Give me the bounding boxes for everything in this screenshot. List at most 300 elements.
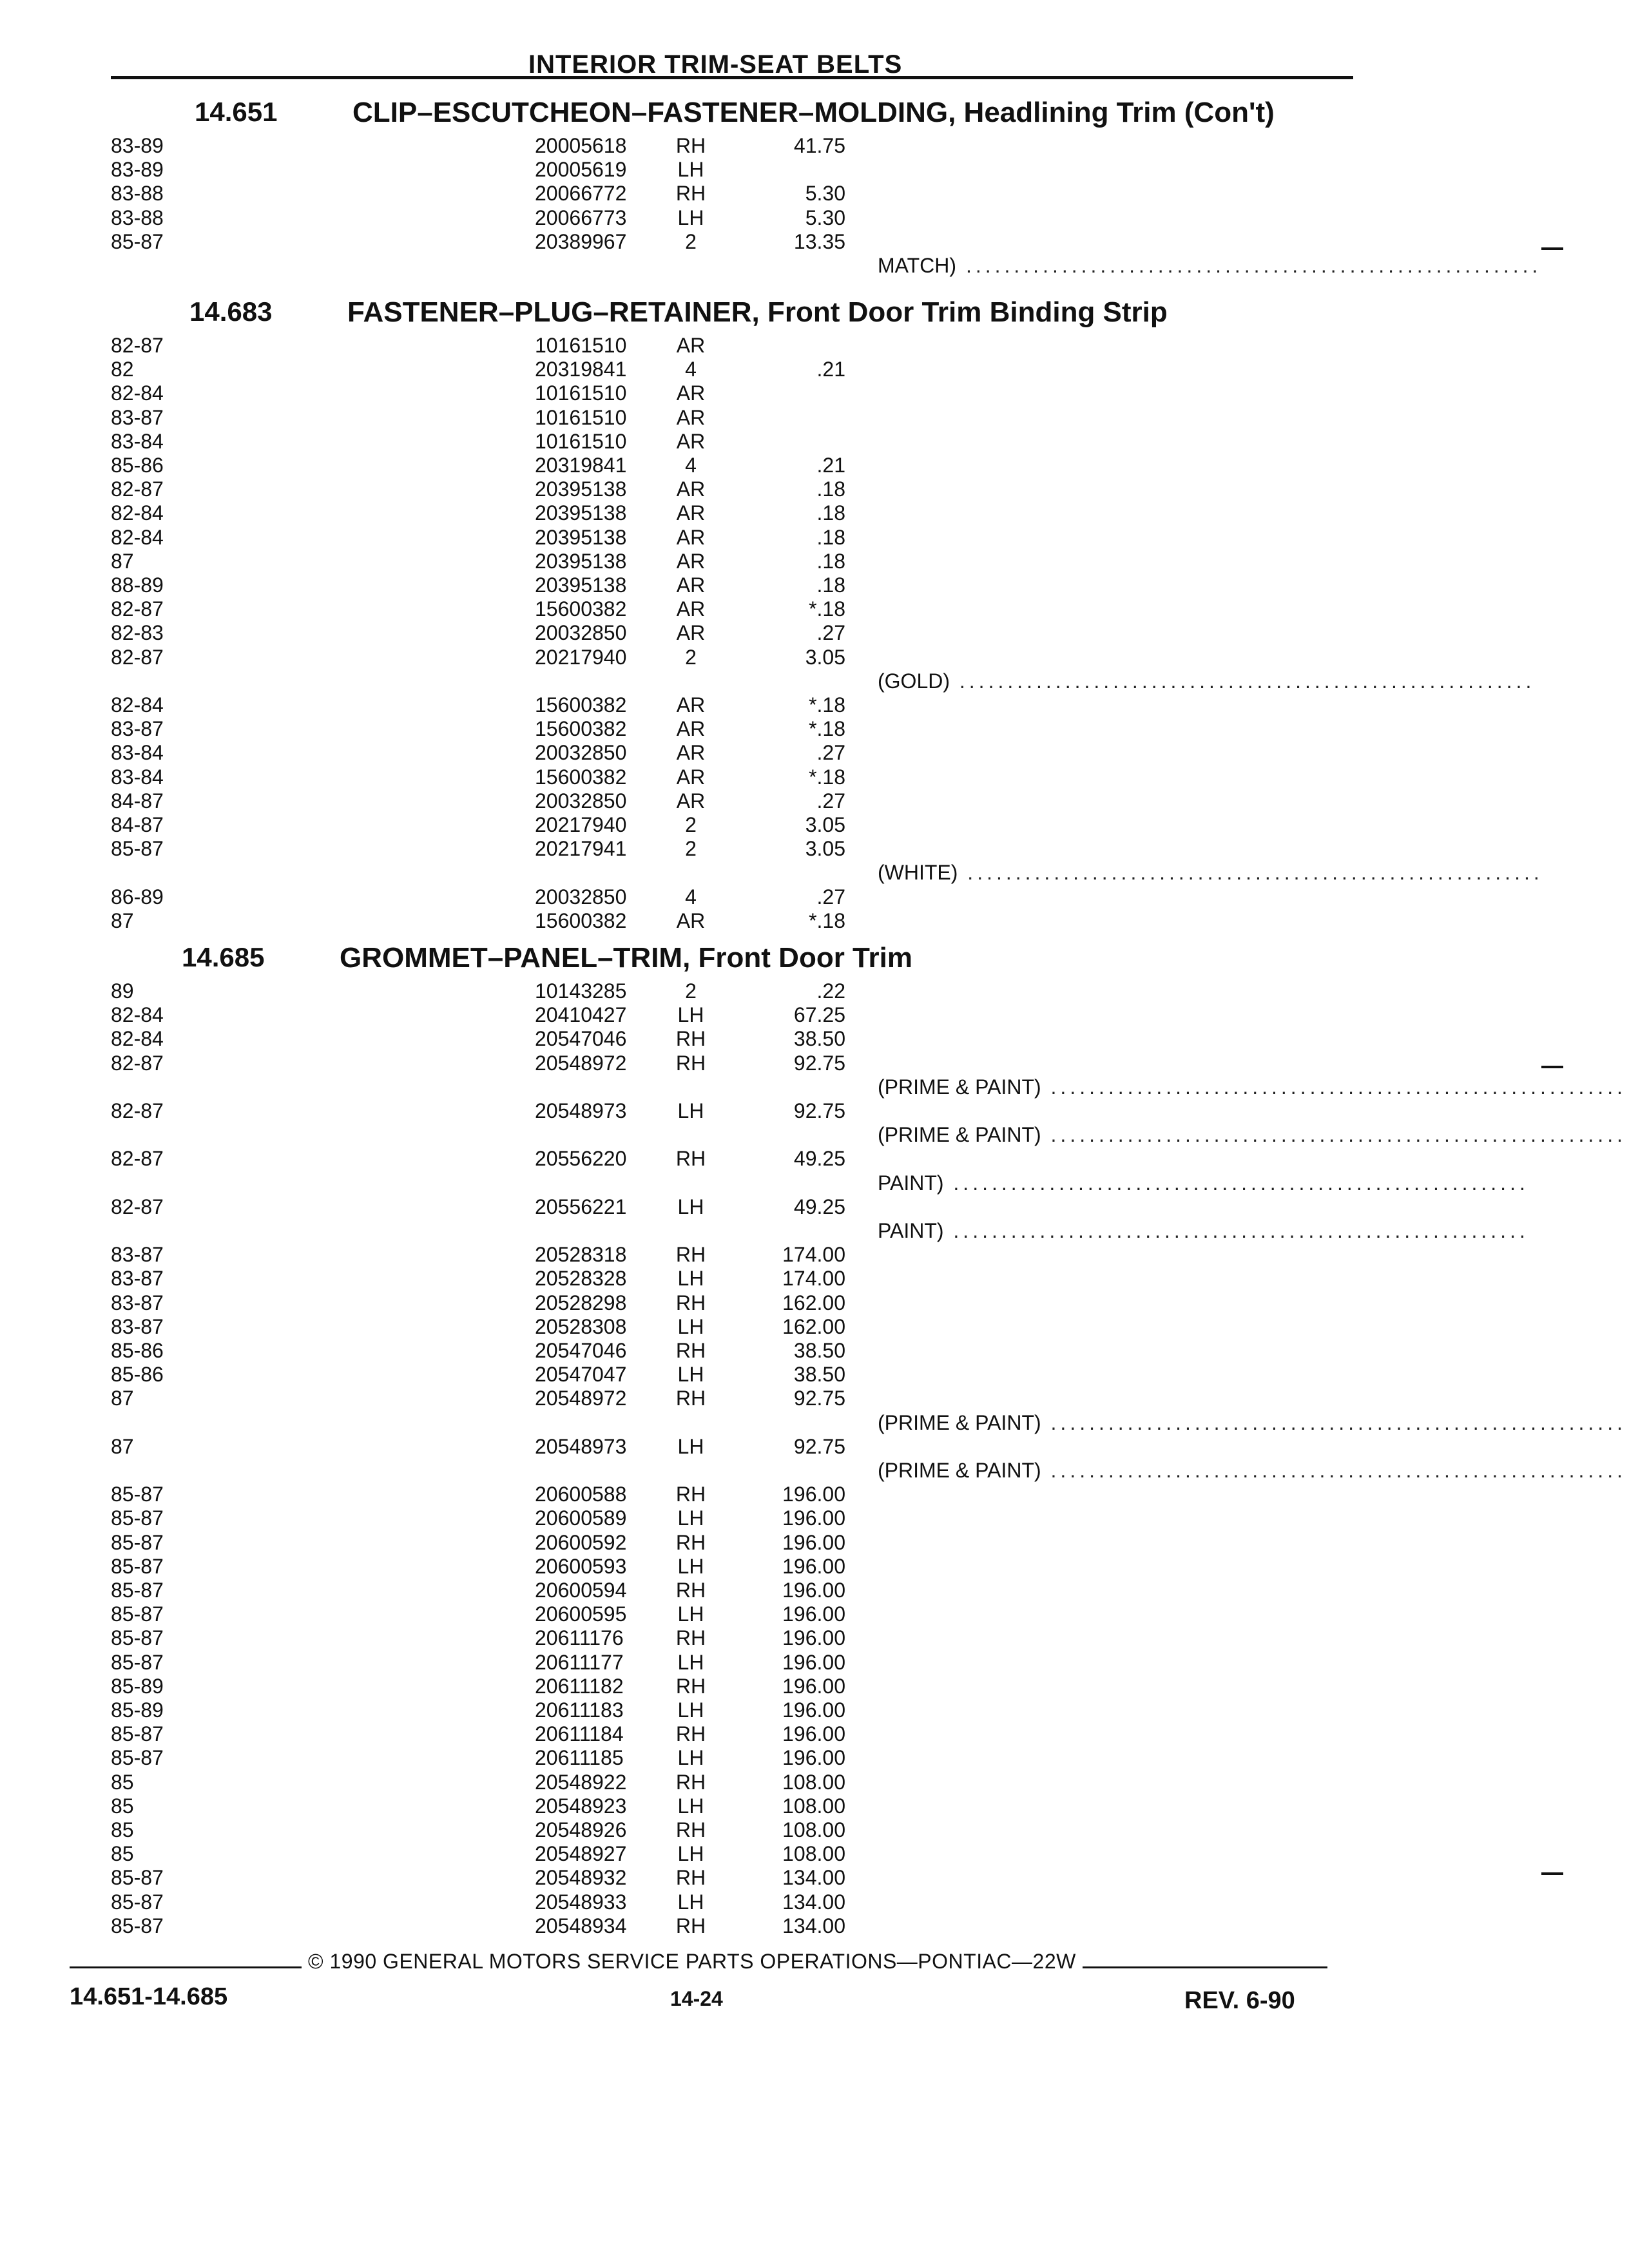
part-description-continued — [878, 669, 1536, 693]
model-years: 85-87 — [111, 1722, 164, 1745]
price: 196.00 — [782, 1698, 845, 1722]
quantity: RH — [675, 1387, 706, 1410]
margin-mark — [1541, 1872, 1563, 1875]
model-years: 85-86 — [111, 1339, 164, 1362]
part-row — [0, 813, 1629, 837]
part-row — [0, 1387, 1629, 1410]
part-row — [0, 621, 1629, 645]
part-number: 20548923 — [535, 1794, 627, 1818]
quantity: LH — [677, 1506, 704, 1530]
model-years: 83-88 — [111, 182, 164, 205]
quantity: 2 — [685, 837, 697, 860]
part-number: 20548922 — [535, 1771, 627, 1794]
price: 196.00 — [782, 1722, 845, 1745]
part-number: 15600382 — [535, 693, 627, 716]
part-number: 10143285 — [535, 979, 627, 1003]
price: 196.00 — [782, 1651, 845, 1674]
quantity: AR — [676, 550, 706, 573]
part-number: 10161510 — [535, 406, 627, 429]
part-number: 20600589 — [535, 1506, 627, 1530]
price: 196.00 — [782, 1675, 845, 1698]
price: 38.50 — [793, 1363, 845, 1386]
price: 108.00 — [782, 1794, 845, 1818]
leader-dots: ............................................................ — [1041, 1123, 1626, 1146]
part-row — [0, 1555, 1629, 1579]
part-number: 20611185 — [535, 1746, 624, 1769]
continued-text: (GOLD) — [878, 669, 950, 693]
part-row — [0, 789, 1629, 813]
model-years: 85-87 — [111, 1746, 164, 1769]
price: 49.25 — [793, 1195, 845, 1218]
part-number: 20548972 — [535, 1387, 627, 1410]
price: .18 — [816, 501, 845, 524]
part-row — [0, 1339, 1629, 1363]
quantity: LH — [677, 1435, 704, 1458]
footer-rule-right — [1083, 1966, 1327, 1968]
price: 108.00 — [782, 1842, 845, 1865]
model-years: 82-84 — [111, 381, 164, 405]
part-number: 20066772 — [535, 182, 627, 205]
part-number: 20548932 — [535, 1866, 627, 1889]
model-years: 85-87 — [111, 1890, 164, 1914]
quantity: 4 — [685, 454, 697, 477]
quantity: RH — [675, 1866, 706, 1889]
quantity: AR — [676, 765, 706, 789]
part-description-continued — [878, 1123, 1626, 1147]
quantity: LH — [677, 1315, 704, 1338]
price: .27 — [816, 885, 845, 908]
part-number: 20319841 — [535, 454, 627, 477]
continued-text: PAINT) — [878, 1219, 944, 1242]
part-row — [0, 573, 1629, 597]
part-row — [0, 1771, 1629, 1794]
part-row — [0, 1651, 1629, 1675]
continued-text: PAINT) — [878, 1171, 944, 1195]
continued-text: MATCH) — [878, 254, 957, 277]
quantity: AR — [676, 741, 706, 764]
part-row — [0, 334, 1629, 358]
part-row — [0, 717, 1629, 741]
price: 92.75 — [793, 1052, 845, 1075]
part-row — [0, 550, 1629, 573]
model-years: 85-87 — [111, 1914, 164, 1937]
part-number: 20548933 — [535, 1890, 627, 1914]
part-number: 20528328 — [535, 1267, 627, 1290]
part-row — [0, 1027, 1629, 1051]
price: 196.00 — [782, 1555, 845, 1578]
part-number: 20600592 — [535, 1531, 627, 1554]
part-number: 20217940 — [535, 646, 627, 669]
part-row — [0, 1794, 1629, 1818]
model-years: 82-87 — [111, 477, 164, 501]
part-number: 20389967 — [535, 230, 627, 253]
model-years: 83-87 — [111, 1267, 164, 1290]
model-years: 83-87 — [111, 1315, 164, 1338]
price: 92.75 — [793, 1099, 845, 1122]
part-row — [0, 1531, 1629, 1555]
part-row — [0, 1483, 1629, 1506]
part-row — [0, 1243, 1629, 1267]
footer-copyright: © 1990 GENERAL MOTORS SERVICE PARTS OPERATIONS—PONTIAC—22W — [308, 1950, 1076, 1973]
quantity: AR — [676, 693, 706, 716]
part-row — [0, 206, 1629, 230]
part-number: 20032850 — [535, 741, 627, 764]
part-row — [0, 741, 1629, 765]
part-number: 20032850 — [535, 621, 627, 644]
part-number: 20395138 — [535, 526, 627, 549]
quantity: RH — [675, 1531, 706, 1554]
part-number: 20528318 — [535, 1243, 627, 1266]
price: 196.00 — [782, 1746, 845, 1769]
model-years: 85 — [111, 1771, 134, 1794]
model-years: 85-87 — [111, 1626, 164, 1649]
part-row — [0, 430, 1629, 454]
quantity: LH — [677, 1698, 704, 1722]
part-row — [0, 1818, 1629, 1842]
quantity: AR — [676, 501, 706, 524]
part-number: 20548973 — [535, 1099, 627, 1122]
price: .18 — [816, 526, 845, 549]
model-years: 82-87 — [111, 334, 164, 357]
section-title: CLIP–ESCUTCHEON–FASTENER–MOLDING, Headlining Trim (Con't) — [352, 97, 1275, 128]
quantity: AR — [676, 621, 706, 644]
price: .18 — [816, 573, 845, 597]
section-number: 14.685 — [182, 942, 265, 972]
quantity: RH — [675, 1052, 706, 1075]
part-row — [0, 501, 1629, 525]
part-number: 20066773 — [535, 206, 627, 229]
part-row — [0, 1099, 1629, 1123]
continued-text: (PRIME & PAINT) — [878, 1075, 1041, 1099]
part-number: 20548973 — [535, 1435, 627, 1458]
part-number: 20395138 — [535, 573, 627, 597]
model-years: 85-87 — [111, 1531, 164, 1554]
part-row — [0, 1626, 1629, 1650]
price: .22 — [816, 979, 845, 1003]
quantity: LH — [677, 1267, 704, 1290]
part-row — [0, 1147, 1629, 1171]
price: 108.00 — [782, 1771, 845, 1794]
part-number: 20600594 — [535, 1579, 627, 1602]
quantity: RH — [675, 1291, 706, 1314]
part-row — [0, 1746, 1629, 1770]
model-years: 85-89 — [111, 1675, 164, 1698]
quantity: RH — [675, 1579, 706, 1602]
part-row — [0, 1052, 1629, 1075]
part-number: 20319841 — [535, 358, 627, 381]
continued-text: (PRIME & PAINT) — [878, 1123, 1041, 1146]
part-row — [0, 1315, 1629, 1339]
part-row — [0, 526, 1629, 550]
quantity: AR — [676, 381, 706, 405]
continued-text: (PRIME & PAINT) — [878, 1459, 1041, 1482]
model-years: 85 — [111, 1794, 134, 1818]
quantity: AR — [676, 573, 706, 597]
footer-section-range: 14.651-14.685 — [70, 1983, 228, 2010]
quantity: RH — [675, 1243, 706, 1266]
part-row — [0, 134, 1629, 158]
quantity: AR — [676, 334, 706, 357]
price: 196.00 — [782, 1531, 845, 1554]
model-years: 85-87 — [111, 1506, 164, 1530]
part-row — [0, 646, 1629, 669]
model-years: 85-86 — [111, 454, 164, 477]
quantity: LH — [677, 1651, 704, 1674]
quantity: LH — [677, 1794, 704, 1818]
model-years: 87 — [111, 1435, 134, 1458]
quantity: 2 — [685, 646, 697, 669]
model-years: 83-88 — [111, 206, 164, 229]
part-row — [0, 1003, 1629, 1027]
part-row — [0, 158, 1629, 182]
part-description-continued — [878, 861, 1543, 885]
model-years: 82-84 — [111, 526, 164, 549]
part-row — [0, 885, 1629, 909]
part-number: 20217940 — [535, 813, 627, 836]
part-row — [0, 454, 1629, 477]
quantity: AR — [676, 717, 706, 740]
quantity: LH — [677, 1746, 704, 1769]
part-row — [0, 477, 1629, 501]
footer-revision: REV. 6-90 — [1184, 1987, 1295, 2014]
quantity: RH — [675, 1339, 706, 1362]
part-number: 20611176 — [535, 1626, 624, 1649]
quantity: LH — [677, 1099, 704, 1122]
part-row — [0, 1506, 1629, 1530]
price: 49.25 — [793, 1147, 845, 1170]
quantity: LH — [677, 158, 704, 181]
model-years: 82-87 — [111, 646, 164, 669]
price: 41.75 — [793, 134, 845, 157]
model-years: 87 — [111, 1387, 134, 1410]
quantity: RH — [675, 1147, 706, 1170]
leader-dots: ............................................................ — [1041, 1459, 1626, 1482]
quantity: AR — [676, 597, 706, 620]
model-years: 83-87 — [111, 1243, 164, 1266]
part-description-continued — [878, 1171, 1529, 1195]
part-row — [0, 381, 1629, 405]
part-number: 20611183 — [535, 1698, 624, 1722]
quantity: AR — [676, 909, 706, 932]
price: 162.00 — [782, 1315, 845, 1338]
part-row — [0, 1722, 1629, 1746]
part-number: 20556220 — [535, 1147, 627, 1170]
quantity: 2 — [685, 979, 697, 1003]
quantity: AR — [676, 477, 706, 501]
page-header-title: INTERIOR TRIM-SEAT BELTS — [528, 50, 903, 79]
part-description-continued — [878, 1411, 1626, 1435]
model-years: 82-87 — [111, 1052, 164, 1075]
part-number: 20395138 — [535, 550, 627, 573]
price: *.18 — [809, 693, 845, 716]
price: 5.30 — [805, 182, 845, 205]
part-row — [0, 358, 1629, 381]
part-description-continued — [878, 1075, 1626, 1099]
model-years: 85-87 — [111, 1651, 164, 1674]
quantity: RH — [675, 1818, 706, 1841]
price: 174.00 — [782, 1267, 845, 1290]
quantity: AR — [676, 789, 706, 812]
part-number: 20600593 — [535, 1555, 627, 1578]
model-years: 82-87 — [111, 1195, 164, 1218]
quantity: RH — [675, 1771, 706, 1794]
model-years: 82-87 — [111, 1099, 164, 1122]
section-number: 14.683 — [189, 296, 273, 327]
part-number: 20395138 — [535, 501, 627, 524]
price: 134.00 — [782, 1866, 845, 1889]
model-years: 87 — [111, 550, 134, 573]
part-row — [0, 1698, 1629, 1722]
quantity: RH — [675, 134, 706, 157]
part-number: 20611184 — [535, 1722, 624, 1745]
section-title: GROMMET–PANEL–TRIM, Front Door Trim — [340, 942, 912, 974]
leader-dots: ............................................................ — [1041, 1075, 1626, 1099]
model-years: 83-84 — [111, 765, 164, 789]
quantity: AR — [676, 430, 706, 453]
model-years: 85-87 — [111, 1579, 164, 1602]
price: 196.00 — [782, 1483, 845, 1506]
part-number: 20032850 — [535, 885, 627, 908]
continued-text: (WHITE) — [878, 861, 958, 884]
quantity: 2 — [685, 813, 697, 836]
section-number: 14.651 — [195, 97, 278, 127]
price: *.18 — [809, 717, 845, 740]
price: 162.00 — [782, 1291, 845, 1314]
part-row — [0, 1579, 1629, 1602]
quantity: LH — [677, 1890, 704, 1914]
part-description-continued — [878, 1459, 1626, 1483]
price: 67.25 — [793, 1003, 845, 1026]
part-row — [0, 1195, 1629, 1219]
part-row — [0, 1291, 1629, 1315]
model-years: 89 — [111, 979, 134, 1003]
quantity: RH — [675, 1675, 706, 1698]
part-number: 20410427 — [535, 1003, 627, 1026]
part-number: 20600595 — [535, 1602, 627, 1626]
model-years: 83-87 — [111, 406, 164, 429]
price: .27 — [816, 741, 845, 764]
quantity: AR — [676, 406, 706, 429]
leader-dots: ............................................................ — [958, 861, 1543, 884]
quantity: LH — [677, 1363, 704, 1386]
part-number: 15600382 — [535, 717, 627, 740]
price: 3.05 — [805, 646, 845, 669]
price: 108.00 — [782, 1818, 845, 1841]
part-number: 20548927 — [535, 1842, 627, 1865]
quantity: LH — [677, 1842, 704, 1865]
model-years: 88-89 — [111, 573, 164, 597]
quantity: LH — [677, 1555, 704, 1578]
model-years: 84-87 — [111, 813, 164, 836]
price: 92.75 — [793, 1387, 845, 1410]
model-years: 83-89 — [111, 134, 164, 157]
price: .21 — [816, 358, 845, 381]
price: .18 — [816, 550, 845, 573]
part-number: 20611182 — [535, 1675, 624, 1698]
model-years: 85 — [111, 1842, 134, 1865]
part-row — [0, 1866, 1629, 1890]
price: *.18 — [809, 909, 845, 932]
part-row — [0, 230, 1629, 254]
model-years: 83-84 — [111, 430, 164, 453]
part-row — [0, 909, 1629, 933]
quantity: LH — [677, 1602, 704, 1626]
part-number: 15600382 — [535, 597, 627, 620]
model-years: 85-87 — [111, 1602, 164, 1626]
price: .21 — [816, 454, 845, 477]
price: *.18 — [809, 765, 845, 789]
model-years: 85-87 — [111, 1555, 164, 1578]
part-row — [0, 837, 1629, 861]
part-description-continued — [878, 1219, 1529, 1243]
price: .18 — [816, 477, 845, 501]
part-number: 20556221 — [535, 1195, 627, 1218]
model-years: 82-84 — [111, 1027, 164, 1050]
leader-dots: ............................................................ — [956, 254, 1542, 277]
part-number: 20528308 — [535, 1315, 627, 1338]
footer-rule-left — [70, 1966, 302, 1968]
leader-dots: ............................................................ — [1041, 1411, 1626, 1434]
part-number: 20548934 — [535, 1914, 627, 1937]
model-years: 82-87 — [111, 1147, 164, 1170]
section-title: FASTENER–PLUG–RETAINER, Front Door Trim Binding Strip — [347, 296, 1168, 328]
part-row — [0, 406, 1629, 430]
model-years: 82 — [111, 358, 134, 381]
model-years: 82-84 — [111, 1003, 164, 1026]
quantity: RH — [675, 1483, 706, 1506]
part-number: 20528298 — [535, 1291, 627, 1314]
model-years: 82-84 — [111, 693, 164, 716]
price: 134.00 — [782, 1890, 845, 1914]
price: 134.00 — [782, 1914, 845, 1937]
part-row — [0, 1267, 1629, 1291]
price: .27 — [816, 789, 845, 812]
price: .27 — [816, 621, 845, 644]
margin-mark — [1541, 1066, 1563, 1068]
model-years: 82-84 — [111, 501, 164, 524]
quantity: LH — [677, 1003, 704, 1026]
quantity: 4 — [685, 885, 697, 908]
model-years: 83-87 — [111, 1291, 164, 1314]
part-number: 10161510 — [535, 430, 627, 453]
footer-page-number: 14-24 — [670, 1987, 723, 2010]
part-row — [0, 597, 1629, 621]
model-years: 85 — [111, 1818, 134, 1841]
part-row — [0, 693, 1629, 717]
part-number: 20217941 — [535, 837, 627, 860]
model-years: 82-83 — [111, 621, 164, 644]
model-years: 85-87 — [111, 1483, 164, 1506]
part-row — [0, 765, 1629, 789]
model-years: 83-89 — [111, 158, 164, 181]
part-number: 20600588 — [535, 1483, 627, 1506]
part-number: 20395138 — [535, 477, 627, 501]
price: 196.00 — [782, 1506, 845, 1530]
price: 92.75 — [793, 1435, 845, 1458]
part-number: 15600382 — [535, 909, 627, 932]
part-row — [0, 1675, 1629, 1698]
price: 196.00 — [782, 1579, 845, 1602]
part-row — [0, 1890, 1629, 1914]
price: 5.30 — [805, 206, 845, 229]
price: 38.50 — [793, 1027, 845, 1050]
part-number: 20547046 — [535, 1339, 627, 1362]
part-row — [0, 182, 1629, 206]
model-years: 82-87 — [111, 597, 164, 620]
model-years: 87 — [111, 909, 134, 932]
price: *.18 — [809, 597, 845, 620]
part-row — [0, 1842, 1629, 1866]
